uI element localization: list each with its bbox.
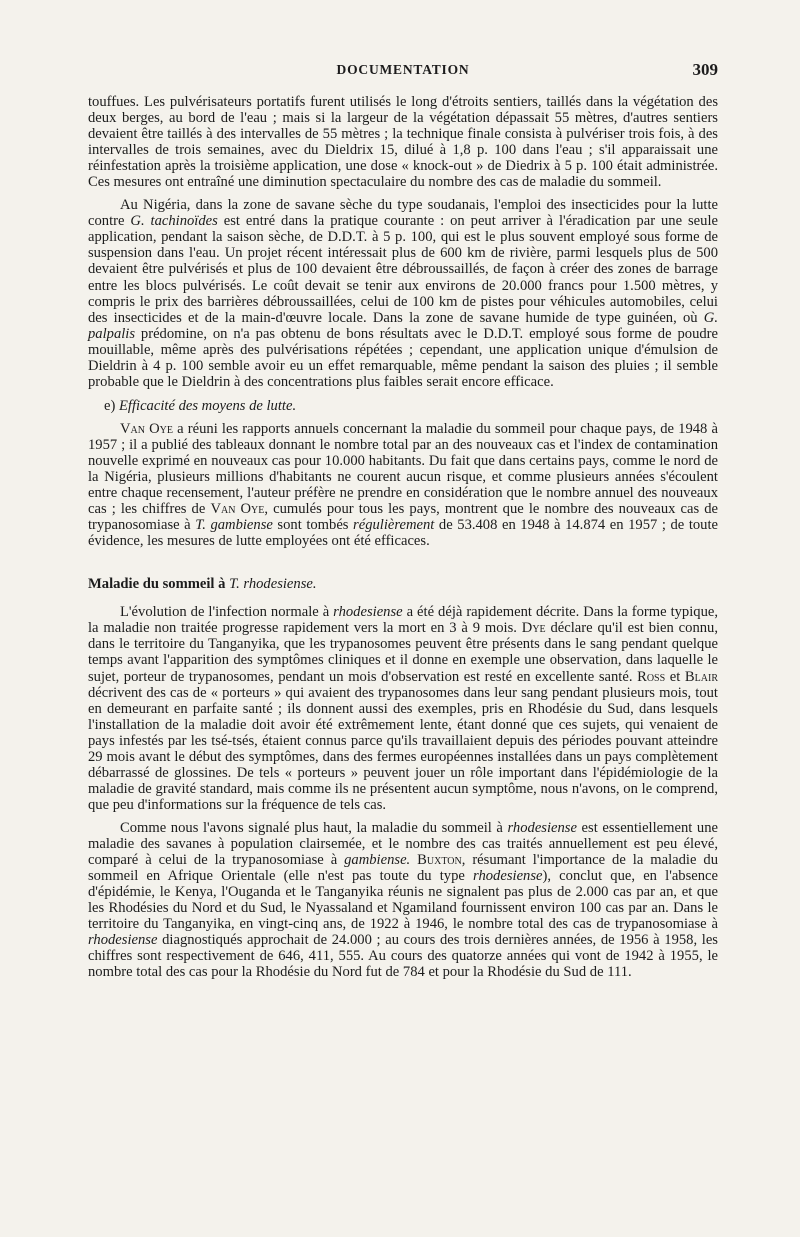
author-name: Van Oye: [210, 501, 265, 518]
section-heading-species: T. rhodesiense.: [229, 576, 317, 593]
paragraph-rhodesiense-evolution: [88, 604, 718, 813]
running-head: DOCUMENTATION: [336, 62, 470, 77]
species-name: rhodesiense: [88, 932, 158, 949]
author-name: Van Oye: [120, 420, 174, 437]
subsection-heading: [104, 398, 718, 414]
paragraph-van-oye: [88, 421, 718, 549]
text-run: , cumulés pour tous les pays, montrent que le nombre des nouveaux cas de trypanosomiase à: [88, 501, 719, 534]
text-run: décrivent des cas de « porteurs » qui avaient des trypanosomes dans leur sang pendant plusieurs mois, tout en demeurant en parfaite santé ; ils donnent aussi des exemples, pris en Rhodésie du Sud, dans lesquels l'installation de la maladie doit avoir été extrêmement lente, étant donné que ces sujets, qui venaient de pays infestés par les tsé-tsés, étaient connus parce qu'ils travaillaient depuis des périodes pouvant atteindre 29 mois avant le début des symptômes, dans des fermes européennes installées dans un pays complètement débarrassé de glossines. De tels « porteurs » peuvent jouer un rôle important dans l'épidémiologie de la maladie de gravité standard, mais comme ils ne présentent aucun symptôme, nous n'avons, on le comprend, que peu d'informations sur la fréquence de tels cas.: [88, 684, 718, 813]
text-run: prédomine, on n'a pas obtenu de bons résultats avec le D.D.T. employé sous forme de poudre mouillable, même après des pulvérisations répétées ; cependant, une application unique d'émulsion de Dieldrin à 4 p. 100 semble avoir eu un effet remarquable, même pendant la saison des pluies ; il semble probable que le Dieldrin à des concentrations plus faibles serait encore efficace.: [88, 325, 718, 390]
author-name: Buxton: [417, 852, 462, 869]
subsection-title: Efficacité des moyens de lutte.: [119, 397, 297, 414]
page-number: 309: [692, 60, 718, 79]
text-run: , résumant l'importance de la maladie du sommeil en Afrique Orientale (elle n'est pas toute du type: [88, 852, 718, 885]
species-name: G. tachinoïdes: [130, 213, 218, 230]
author-name: Dye: [521, 620, 546, 637]
author-name: Ross: [637, 668, 666, 685]
subsection-letter: e): [104, 397, 116, 414]
text-run: ), conclut que, en l'absence d'épidémie, le Kenya, l'Ouganda et le Tanganyika réunis ne signalent pas plus de 2.000 cas par an, et que les Rhodésies du Nord et du Sud, le Nyassaland et Ngamiland fournissent environ 100 cas par an. Dans le territoire du Tanganyika, en vingt-cinq ans, de 1922 à 1946, le nombre total des cas de trypanosomiase à: [88, 868, 719, 933]
text-run: L'évolution de l'infection normale à: [120, 604, 334, 621]
text-run: a été déjà rapidement décrite. Dans la forme typique, la maladie non traitée progresse rapidement vers la mort en 3 à 9 mois.: [88, 604, 718, 637]
author-name: Blair: [684, 668, 718, 685]
body-text: [88, 94, 718, 980]
text-run: et: [665, 668, 685, 685]
text-run: de 53.408 en 1948 à 14.874 en 1957 ; de toute évidence, les mesures de lutte employées ont été efficaces.: [88, 517, 718, 550]
section-heading-text: Maladie du sommeil à: [88, 576, 230, 593]
paragraph-continued: touffues. Les pulvérisateurs portatifs furent utilisés le long d'étroits sentiers, taillés dans la végétation des deux berges, au bord de l'eau ; mais si la largeur de la végétation dépassait 55 mètres, d'autres sentiers devaient être taillés à des intervalles de 55 mètres ; la technique finale consista à pulvériser trois fois, à des intervalles de trois semaines, avec du Dieldrix 15, dilué à 1,8 p. 100 dans l'eau ; s'il apparaissait une réinfestation après la troisième application, une dose « knock-out » de Diedrix à 5 p. 100 était administrée. Ces mesures ont entraîné une diminution spectaculaire du nombre des cas de maladie du sommeil.: [88, 94, 718, 191]
text-run: Au Nigéria, dans la zone de savane sèche du type soudanais, l'emploi des insecticides pour la lutte contre: [88, 197, 718, 230]
species-name: rhodesiense: [473, 868, 543, 885]
paragraph-savanes: [88, 820, 718, 980]
text-run: déclare qu'il est bien connu, dans le territoire du Tanganyika, que les trypanosomes peuvent être présents dans le sang pendant quelque temps avant l'apparition des symptômes cliniques et il donne en exemple une observation, dans laquelle le sujet, porteur de trypanosomes, pendant un mois d'observation est resté en excellente santé.: [88, 620, 718, 685]
species-name: rhodesiense: [333, 604, 403, 621]
text-run: a réuni les rapports annuels concernant la maladie du sommeil pour chaque pays, de 1948 à 1957 ; il a publié des tableaux donnant le nombre total par an des nouveaux cas et l'index de contamination nouvelle exprimé en nouveaux cas pour 10.000 habitants. Du fait que dans certains pays, comme le nord de la Nigéria, plusieurs millions d'habitants ne courent aucun risque, et comme plusieurs années s'écoulent entre chaque recensement, l'auteur préfère ne prendre en considération que le nombre annuel des nouveaux cas ; les chiffres de: [88, 420, 718, 518]
text-run: est essentiellement une maladie des savanes à population clairsemée, et le nombre des cas traités annuellement est peu élevé, comparé à celui de la trypanosomiase à: [88, 819, 718, 869]
text-run: Comme nous l'avons signalé plus haut, la maladie du sommeil à: [120, 819, 508, 836]
emphasis: régulièrement: [353, 517, 435, 534]
species-name: rhodesiense: [507, 819, 577, 836]
paragraph-nigeria: [88, 197, 718, 390]
species-name: G. palpalis: [88, 309, 718, 342]
species-name: T. gambiense: [195, 517, 273, 534]
section-heading: [88, 576, 718, 592]
text-run: diagnostiqués approchait de 24.000 ; au cours des trois dernières années, de 1956 à 1958, les chiffres sont respectivement de 646, 411, 555. Au cours des quatorze années qui vont de 1942 à 1955, le nombre total des cas pour la Rhodésie du Nord fut de 784 et pour la Rhodésie du Sud de 111.: [88, 932, 718, 981]
species-name: gambiense.: [344, 852, 411, 869]
text-run: sont tombés: [272, 517, 354, 534]
text-run: est entré dans la pratique courante : on peut arriver à l'éradication par une seule application, pendant la saison sèche, de D.D.T. à 5 p. 100, qui est le plus souvent employé sous forme de suspension dans l'eau. Un projet récent intéressait plus de 600 km de rivière, parmi lesquels plus de 500 devaient être pulvérisés et plus de 100 devaient être débroussaillés, de façon à créer des zones de barrage entre les blocs pulvérisés. Le coût devait se tenir aux environs de 20.000 francs pour 1.500 mètres, y compris le prix des barrières débroussaillées, celui de 100 km de pistes pour véhicules automobiles, celui des insecticides et de la main-d'œuvre locale. Dans la zone de savane humide de type guinéen, où: [88, 213, 718, 326]
page-header: [88, 60, 718, 84]
